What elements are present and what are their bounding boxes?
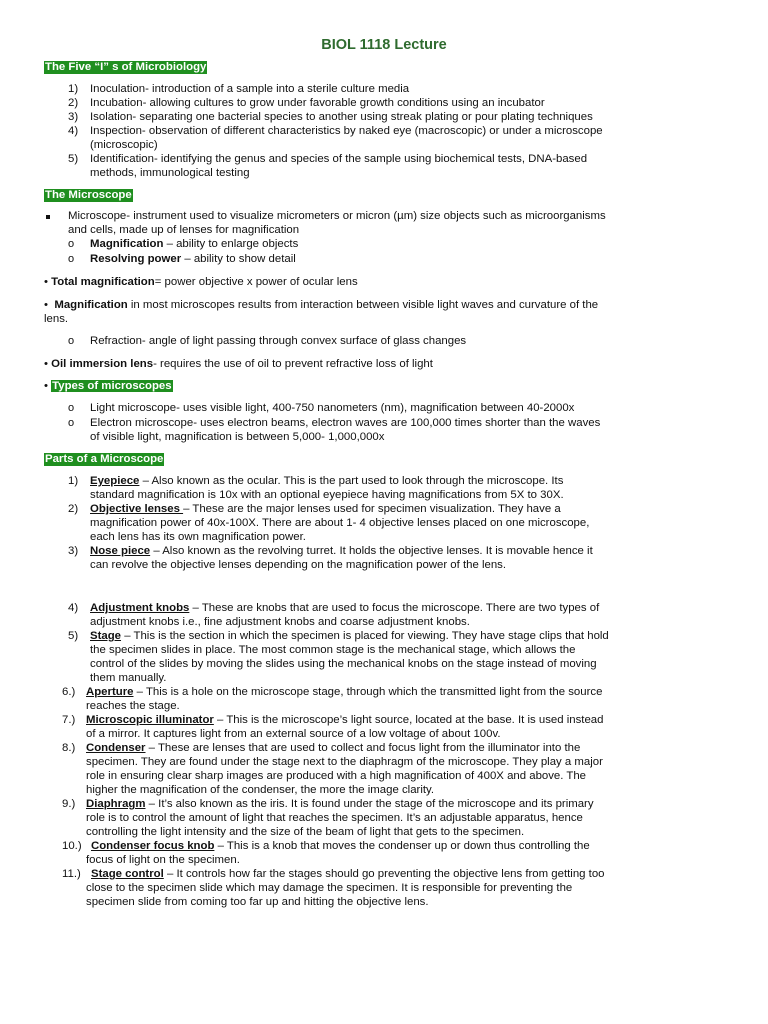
list-number: 8.) xyxy=(62,742,76,754)
magnification-term: Magnification xyxy=(90,238,164,250)
part-description-continuation: standard magnification is 10x with an optional eyepiece having magnifications from 5X to 30X. xyxy=(90,489,564,501)
part-description-continuation: role in ensuring clear sharp images are produced with a high magnification of 400X and above. The xyxy=(86,770,587,782)
microscope-definition-continuation: and cells, made up of lenses for magnification xyxy=(68,224,300,236)
magnification-item xyxy=(90,238,298,252)
part-term: Nose piece xyxy=(90,545,151,557)
magnification-explanation-continuation: lens. xyxy=(44,313,69,325)
part-description: – It controls how far the stages should go preventing the objective lens from getting too xyxy=(163,868,605,880)
part-description-continuation: role is to control the amount of light that reaches the specimen. It’s an adjustable apparatus, hence xyxy=(86,812,583,824)
part-term: Stage control xyxy=(91,868,164,880)
part-description-continuation: each lens has its own magnification power. xyxy=(90,531,306,543)
part-term: Adjustment knobs xyxy=(90,602,190,614)
part-description: – This is a knob that moves the condenser up or down thus controlling the xyxy=(214,840,590,852)
oil-immersion-term: Oil immersion lens xyxy=(51,358,154,370)
magnification-term-2: Magnification xyxy=(54,299,128,311)
list-item: Incubation- allowing cultures to grow under favorable growth conditions using an incubator xyxy=(90,97,545,109)
part-description-continuation: controlling the light intensity and the size of the beam of light that gets to the specimen. xyxy=(86,826,525,838)
part-stage xyxy=(90,630,609,644)
part-description-continuation: focus of light on the specimen. xyxy=(86,854,240,866)
part-condenser-focus-knob xyxy=(91,840,590,854)
part-description: – These are lenses that are used to collect and focus light from the illuminator into the xyxy=(145,742,581,754)
oil-immersion-definition: - requires the use of oil to prevent refractive loss of light xyxy=(153,358,433,370)
circle-bullet: o xyxy=(68,335,75,347)
square-bullet xyxy=(46,215,50,219)
light-microscope-item: Light microscope- uses visible light, 400-750 nanometers (nm), magnification between 40-2000x xyxy=(90,402,575,414)
part-diaphragm xyxy=(86,798,594,812)
part-eyepiece xyxy=(90,475,563,489)
electron-microscope-continuation: of visible light, magnification is between 5,000- 1,000,000x xyxy=(90,431,385,443)
part-description-continuation: magnification power of 40x-100X. There are about 1- 4 objective lenses placed on one microscope, xyxy=(90,517,590,529)
part-description-continuation: reaches the stage. xyxy=(86,700,180,712)
part-description: – This is a hole on the microscope stage, through which the transmitted light from the source xyxy=(133,686,603,698)
part-description-continuation: higher the magnification of the condenser, the more the image clarity. xyxy=(86,784,435,796)
part-description: – It’s also known as the iris. It is found under the stage of the microscope and its primary xyxy=(145,798,594,810)
list-number: 6.) xyxy=(62,686,76,698)
list-item: Inoculation- introduction of a sample into a sterile culture media xyxy=(90,83,410,95)
part-aperture xyxy=(86,686,602,700)
types-of-microscopes-header: Types of microscopes xyxy=(52,380,172,392)
list-number: 4) xyxy=(68,125,79,137)
part-description-continuation: adjustment knobs i.e., fine adjustment knobs and coarse adjustment knobs. xyxy=(90,616,470,628)
part-description-continuation: control of the slides by moving the slides using the mechanical knobs on the stage instead of moving xyxy=(90,658,597,670)
list-item: Identification- identifying the genus and species of the sample using biochemical tests, DNA-based xyxy=(90,153,588,165)
part-term: Stage xyxy=(90,630,122,642)
circle-bullet: o xyxy=(68,238,75,250)
list-number: 1) xyxy=(68,83,79,95)
circle-bullet: o xyxy=(68,417,75,429)
electron-microscope-item: Electron microscope- uses electron beams, electron waves are 100,000 times shorter than the waves xyxy=(90,417,601,429)
part-description: – This is the section in which the specimen is placed for viewing. They have stage clips that hold xyxy=(121,630,609,642)
part-term: Condenser xyxy=(86,742,146,754)
resolving-term: Resolving power xyxy=(90,253,182,265)
types-of-microscopes-item: • Types of microscopes xyxy=(44,380,172,392)
list-item: Isolation- separating one bacterial species to another using streak plating or pour plating techniques xyxy=(90,111,593,123)
magnification-definition: – ability to enlarge objects xyxy=(163,238,299,250)
list-number: 5) xyxy=(68,153,79,165)
total-magnification-definition: = power objective x power of ocular lens xyxy=(154,276,358,288)
section-header-microscope: The Microscope xyxy=(45,189,132,201)
list-number: 2) xyxy=(68,97,79,109)
refraction-item: Refraction- angle of light passing through convex surface of glass changes xyxy=(90,335,467,347)
microscope-definition: Microscope- instrument used to visualize micrometers or micron (µm) size objects such as microorganisms xyxy=(68,210,606,222)
list-number: 1) xyxy=(68,475,79,487)
part-term: Diaphragm xyxy=(86,798,146,810)
part-description: – Also known as the revolving turret. It holds the objective lenses. It is movable hence it xyxy=(150,545,593,557)
list-number: 5) xyxy=(68,630,79,642)
part-objective-lenses xyxy=(90,503,561,517)
magnification-explanation: • Magnification in most microscopes results from interaction between visible light waves and curvature of the xyxy=(44,299,599,311)
oil-immersion-item: • Oil immersion lens- requires the use of oil to prevent refractive loss of light xyxy=(44,358,433,370)
magnification-explanation-text: in most microscopes results from interaction between visible light waves and curvature of the xyxy=(127,299,599,311)
circle-bullet: o xyxy=(68,253,75,265)
section-header-parts: Parts of a Microscope xyxy=(45,453,164,465)
part-term: Aperture xyxy=(86,686,134,698)
list-number: 2) xyxy=(68,503,79,515)
section-header-five-is: The Five “I” s of Microbiology xyxy=(45,61,207,73)
part-adjustment-knobs xyxy=(90,602,599,616)
part-description-continuation: specimen. They are found under the stage next to the diaphragm of the microscope. They play a major xyxy=(86,756,603,768)
part-description-continuation: the specimen slides in place. The most common stage is the mechanical stage, which allows the xyxy=(90,644,576,656)
part-term: Objective lenses xyxy=(90,503,184,515)
list-number: 10.) xyxy=(62,840,82,852)
list-item: Inspection- observation of different characteristics by naked eye (macroscopic) or under a microscope xyxy=(90,125,603,137)
list-number: 3) xyxy=(68,111,79,123)
resolving-definition: – ability to show detail xyxy=(181,253,296,265)
circle-bullet: o xyxy=(68,402,75,414)
page-title: BIOL 1118 Lecture xyxy=(321,37,447,53)
part-description: – These are knobs that are used to focus the microscope. There are two types of xyxy=(189,602,600,614)
resolving-item xyxy=(90,253,296,267)
part-term: Condenser focus knob xyxy=(91,840,215,852)
part-term: Microscopic illuminator xyxy=(86,714,214,726)
part-condenser xyxy=(86,742,580,756)
part-description-continuation: specimen slide from coming too far up and hitting the objective lens. xyxy=(86,896,429,908)
part-description: – These are the major lenses used for specimen visualization. They have a xyxy=(183,503,561,515)
list-number: 3) xyxy=(68,545,79,557)
list-item-continuation: methods, immunological testing xyxy=(90,167,250,179)
part-nose-piece xyxy=(90,545,593,559)
part-description-continuation: of a mirror. It captures light from an external source of a low voltage of about 100v. xyxy=(86,728,501,740)
list-number: 7.) xyxy=(62,714,76,726)
part-description-continuation: can revolve the objective lenses depending on the magnification power of the lens. xyxy=(90,559,507,571)
part-stage-control xyxy=(91,868,605,882)
total-magnification-term: Total magnification xyxy=(51,276,155,288)
part-description: – This is the microscope’s light source, located at the base. It is used instead xyxy=(213,714,604,726)
list-item-continuation: (microscopic) xyxy=(90,139,158,151)
part-term: Eyepiece xyxy=(90,475,140,487)
total-magnification-item: • Total magnification= power objective x power of ocular lens xyxy=(44,276,358,288)
list-number: 11.) xyxy=(62,868,81,880)
list-number: 4) xyxy=(68,602,79,614)
list-number: 9.) xyxy=(62,798,76,810)
part-description-continuation: them manually. xyxy=(90,672,167,684)
part-microscopic-illuminator xyxy=(86,714,603,728)
part-description: – Also known as the ocular. This is the part used to look through the microscope. Its xyxy=(139,475,564,487)
part-description-continuation: close to the specimen slide which may damage the specimen. It is responsible for preventing the xyxy=(86,882,573,894)
